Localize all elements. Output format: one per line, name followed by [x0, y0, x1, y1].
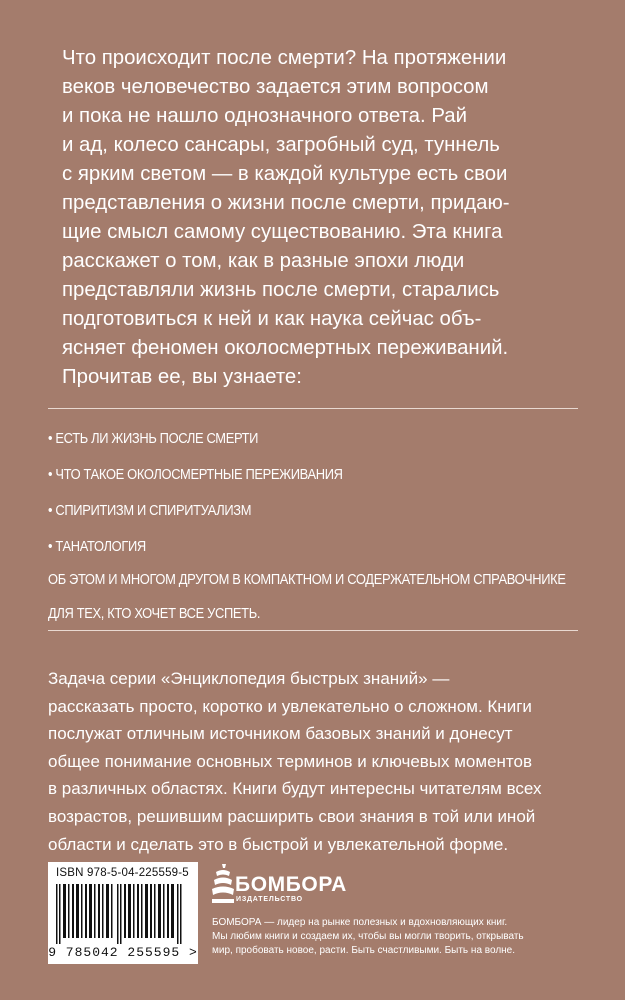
topic-item: • ТАНАТОЛОГИЯ: [48, 538, 146, 555]
intro-line: щие смысл самому существованию. Эта книга: [62, 221, 503, 243]
divider-bottom: [48, 630, 578, 631]
intro-line: расскажет о том, как в разные эпохи люди: [62, 250, 465, 272]
series-description: [48, 665, 578, 858]
tagline-line: БОМБОРА — лидер на рынке полезных и вдохновляющих книг.: [212, 917, 508, 928]
summary-line: ОБ ЭТОМ И МНОГОМ ДРУГОМ В КОМПАКТНОМ И СОДЕРЖАТЕЛЬНОМ СПРАВОЧНИКЕ: [48, 571, 566, 588]
intro-line: представления о жизни после смерти, придаю-: [62, 192, 510, 214]
barcode-panel: [48, 862, 198, 964]
intro-line: Прочитав ее, вы узнаете:: [62, 366, 302, 388]
intro-line: Что происходит после смерти? На протяжении: [62, 47, 507, 69]
intro-line: с ярким светом — в каждой культуре есть свои: [62, 163, 508, 185]
summary-text: [48, 563, 573, 631]
series-line: рассказать просто, коротко и увлекательно о сложном. Книги: [48, 696, 532, 716]
bombora-logo-icon: [212, 862, 234, 910]
intro-line: представляли жизнь после смерти, старались: [62, 279, 500, 301]
publisher-tagline: [212, 916, 542, 959]
intro-line: ясняет феномен околосмертных переживаний.: [62, 337, 509, 359]
intro-paragraph: [62, 44, 582, 392]
series-line: области и сделать это в быстрой и увлекательной форме.: [48, 834, 509, 854]
intro-line: и пока не нашло однозначного ответа. Рай: [62, 105, 467, 127]
series-line: Задача серии «Энциклопедия быстрых знаний» —: [48, 669, 450, 688]
intro-line: подготовиться к ней и как наука сейчас объ-: [62, 308, 482, 330]
divider-top: [48, 408, 578, 409]
barcode-digits: 9 785042 255595 >: [48, 945, 198, 960]
tagline-line: Мы любим книги и создаем их, чтобы вы могли творить, открывать: [212, 931, 524, 943]
isbn-text: ISBN 978-5-04-225559-5: [56, 867, 189, 879]
intro-line: веков человечество задается этим вопросом: [62, 76, 489, 98]
topic-item: • ЧТО ТАКОЕ ОКОЛОСМЕРТНЫЕ ПЕРЕЖИВАНИЯ: [48, 466, 343, 483]
publisher-subtitle: ИЗДАТЕЛЬСТВО: [236, 896, 303, 903]
topic-item: • СПИРИТИЗМ И СПИРИТУАЛИЗМ: [48, 502, 252, 519]
series-line: послужат отличным источником базовых знаний и донесут: [48, 724, 513, 744]
series-line: возрастов, решившим расширить свои знания в той или иной: [48, 806, 536, 826]
barcode-icon: [56, 884, 190, 944]
summary-line: ДЛЯ ТЕХ, КТО ХОЧЕТ ВСЕ УСПЕТЬ.: [48, 605, 261, 622]
intro-line: и ад, колесо сансары, загробный суд, туннель: [62, 134, 500, 156]
topics-list: [48, 421, 578, 565]
series-line: в различных областях. Книги будут интересны читателям всех: [48, 779, 542, 799]
publisher-name: БОМБОРА: [235, 873, 347, 896]
series-line: общее понимание основных терминов и ключевых моментов: [48, 751, 532, 771]
topic-item: • ЕСТЬ ЛИ ЖИЗНЬ ПОСЛЕ СМЕРТИ: [48, 430, 259, 447]
tagline-line: мир, пробовать новое, расти. Быть счастливыми. Быть на волне.: [212, 945, 516, 957]
